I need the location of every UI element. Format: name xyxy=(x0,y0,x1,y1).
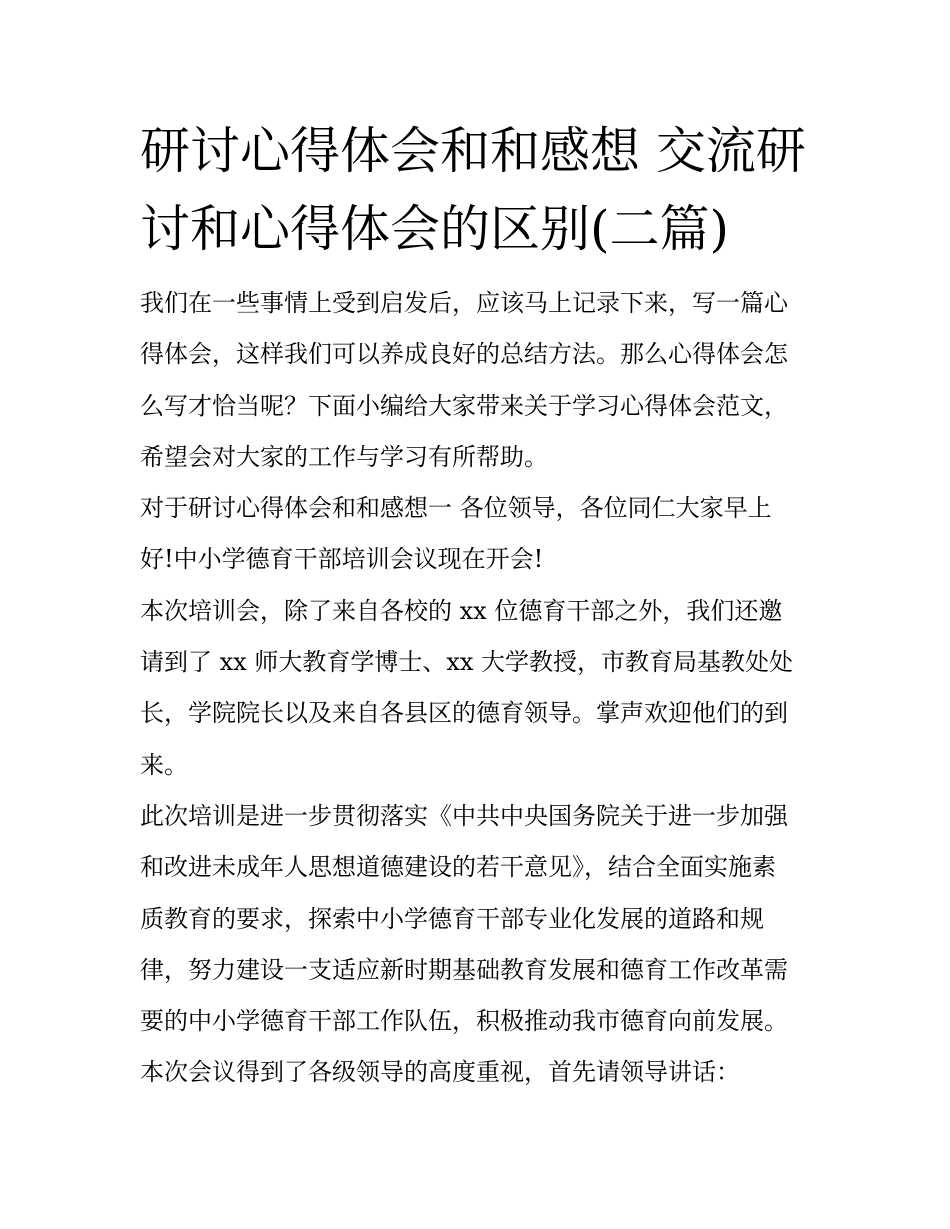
text-line: 要的中小学德育干部工作队伍，积极推动我市德育向前发展。 xyxy=(140,1007,788,1036)
document-body xyxy=(140,278,812,1099)
text-line: 本次会议得到了各级领导的高度重视，首先请领导讲话： xyxy=(140,1058,740,1087)
text-line: 质教育的要求，探索中小学德育干部专业化发展的道路和规 xyxy=(140,904,764,933)
text-line: 和改进未成年人思想道德建设的若干意见》，结合全面实施素 xyxy=(140,853,776,882)
text-line: 好!中小学德育干部培训会议现在开会! xyxy=(140,545,544,574)
title-line: 讨和心得体会的区别(二篇) xyxy=(140,200,730,258)
text-line: 请到了 xx 师大教育学博士、xx 大学教授，市教育局基教处处 xyxy=(140,648,794,677)
document-title xyxy=(140,112,820,268)
text-line: 本次培训会，除了来自各校的 xx 位德育干部之外，我们还邀 xyxy=(140,596,783,625)
text-line: 来。 xyxy=(140,750,188,779)
paragraph-attendees xyxy=(140,586,812,791)
paragraph-greeting xyxy=(140,483,812,586)
text-line: 长，学院院长以及来自各县区的德育领导。掌声欢迎他们的到 xyxy=(140,699,788,728)
paragraph-intro xyxy=(140,278,812,483)
text-line: 希望会对大家的工作与学习有所帮助。 xyxy=(140,442,548,471)
text-line: 此次培训是进一步贯彻落实《中共中央国务院关于进一步加强 xyxy=(140,801,788,830)
text-line: 么写才恰当呢？下面小编给大家带来关于学习心得体会范文， xyxy=(140,391,788,420)
paragraph-purpose xyxy=(140,791,812,1047)
text-line: 对于研讨心得体会和和感想一 各位领导，各位同仁大家早上 xyxy=(140,494,772,523)
text-line: 得体会，这样我们可以养成良好的总结方法。那么心得体会怎 xyxy=(140,340,788,369)
text-line: 我们在一些事情上受到启发后，应该马上记录下来，写一篇心 xyxy=(140,289,788,317)
text-line: 律，努力建设一支适应新时期基础教育发展和德育工作改革需 xyxy=(140,955,788,984)
title-line: 研讨心得体会和和感想 交流研 xyxy=(140,122,806,180)
paragraph-closing xyxy=(140,1047,812,1098)
